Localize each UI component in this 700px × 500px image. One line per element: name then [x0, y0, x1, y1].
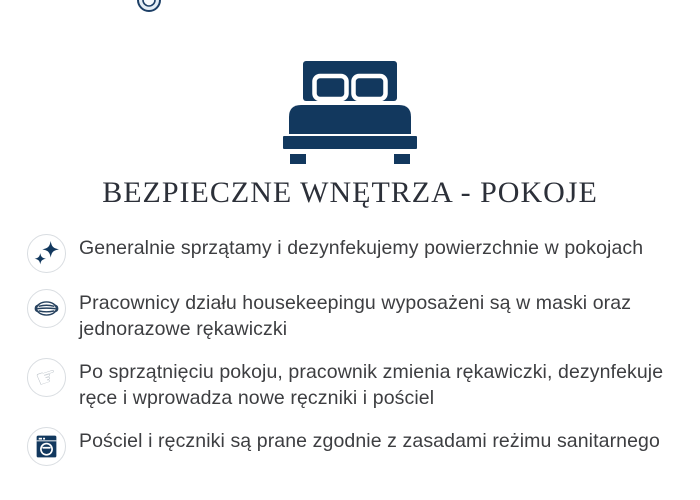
list-item-text: Pracownicy działu housekeepingu wyposażeni są w maski oraz jednorazowe rękawiczki — [79, 292, 632, 340]
list-item — [27, 234, 677, 273]
pointing-hand-icon — [27, 358, 66, 397]
page-title: BEZPIECZNE WNĘTRZA - POKOJE — [102, 176, 598, 209]
partial-ring-icon — [136, 0, 162, 13]
sparkles-icon — [27, 234, 66, 273]
list-item — [27, 289, 677, 342]
pointing-hand-glyph: ☞ — [31, 359, 61, 394]
safety-rules-list — [27, 234, 677, 466]
list-item-text: Po sprzątnięciu pokoju, pracownik zmienia rękawiczki, dezynfekuje ręce i wprowadza nowe ręczniki i pościel — [79, 361, 664, 409]
list-item — [27, 358, 677, 411]
washing-machine-icon — [27, 427, 66, 466]
list-item-text: Generalnie sprzątamy i dezynfekujemy powierzchnie w pokojach — [79, 237, 644, 259]
list-item-text: Pościel i ręczniki są prane zgodnie z zasadami reżimu sanitarnego — [79, 430, 660, 452]
list-item — [27, 427, 677, 466]
face-mask-icon — [27, 289, 66, 328]
double-bed-icon — [283, 61, 417, 165]
